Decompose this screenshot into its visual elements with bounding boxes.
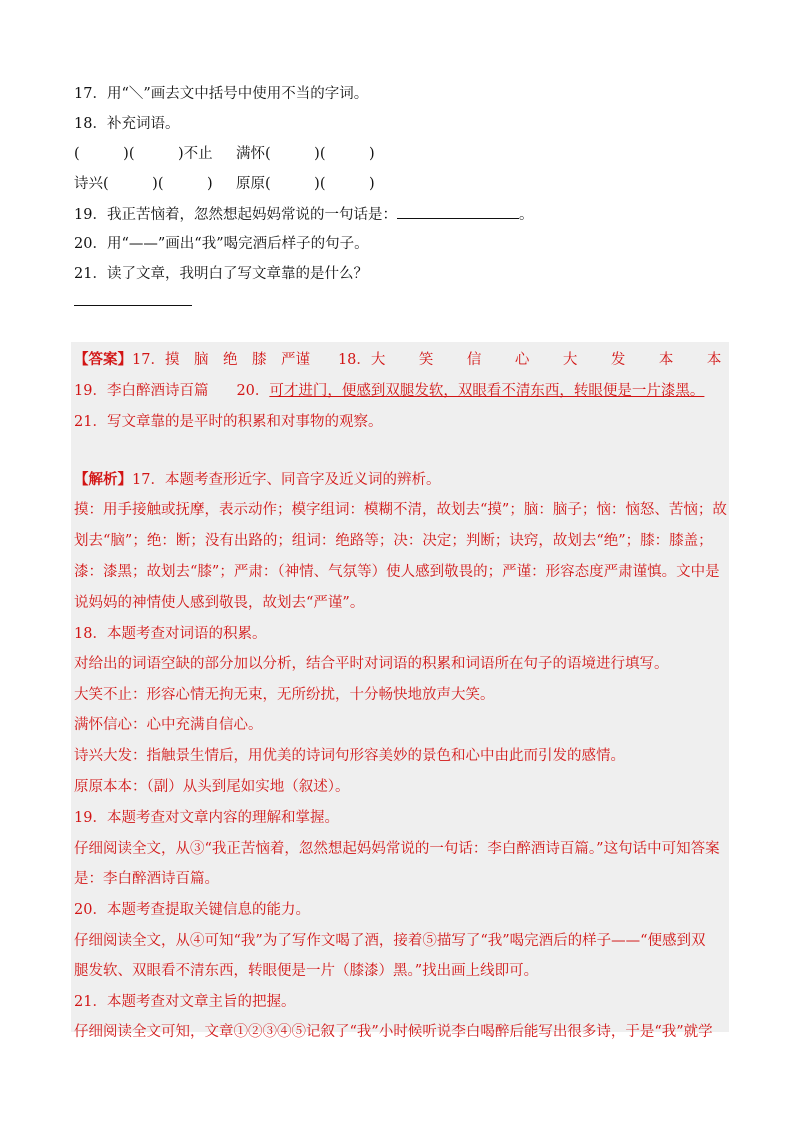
answer-18-prefix: 18． [337,352,371,368]
answer-18 [371,350,755,370]
analysis-line: 是：李白醉酒诗百篇。 [74,871,219,887]
answer-18-char: 大 [370,352,386,368]
answer-18-char: 发 [610,352,626,368]
answer-20-prefix: 20． [236,383,270,399]
analysis-line: 诗兴大发：指触景生情后，用优美的诗词句形容美妙的景色和心中由此而引发的感情。 [74,748,625,764]
answer-20: 可才进门，便感到双腿发软，双眼看不清东西，转眼便是一片漆黑。 [269,383,705,399]
answer-18-char: 大 [562,352,578,368]
question-19 [74,204,533,225]
analysis-line: 对给出的词语空缺的部分加以分析，结合平时对词语的积累和词语所在句子的语境进行填写。 [74,656,669,672]
analysis-label: 【解析】 [74,471,132,488]
q18-blank-3: 诗兴( )( ) [74,176,213,192]
question-20: 20．用“——”画出“我”喝完酒后样子的句子。 [74,236,369,252]
answer-18-char: 本 [706,352,722,368]
analysis-line: 漆：漆黑；故划去“膝”；严肃：（神情、气氛等）使人感到敬畏的；严谨：形容态度严肃谨慎。文中是 [74,564,720,580]
analysis-line: 19．本题考查对文章内容的理解和掌握。 [74,810,339,826]
answer-19: 19．李白醉酒诗百篇 [74,383,209,399]
analysis-line: 20．本题考查提取关键信息的能力。 [74,902,310,918]
answer-18-char: 心 [514,352,530,368]
analysis-line: 满怀信心：心中充满自信心。 [74,717,263,733]
answer-18-char: 笑 [418,352,434,368]
answer-label: 【答案】 [74,351,132,368]
q18-blank-1: ( )( )不止 [74,146,213,162]
analysis-line: 腿发软、双眼看不清东西，转眼便是一片（膝漆）黑。”找出画上线即可。 [74,963,539,979]
analysis-line: 仔细阅读全文，从④可知“我”为了写作文喝了酒，接着⑤描写了“我”喝完酒后的样子——“便感到双 [74,933,706,949]
analysis-text: 17．本题考查形近字、同音字及近义词的辨析。 [132,472,441,488]
question-17: 17．用“＼”画去文中括号中使用不当的字词。 [74,86,369,102]
analysis-line: 21．本题考查对文章主旨的把握。 [74,994,296,1010]
question-18: 18．补充词语。 [74,116,180,132]
analysis-line: 仔细阅读全文，从③“我正苦恼着，忽然想起妈妈常说的一句话：李白醉酒诗百篇。”这句话中可知答案 [74,841,720,857]
answer-18-char: 本 [658,352,674,368]
analysis-line: 18．本题考查对词语的积累。 [74,626,267,642]
answer-17: 17．摸 脑 绝 膝 严谨 [132,352,310,368]
answer-line [74,305,192,306]
analysis-line-1 [74,470,440,490]
analysis-line: 说妈妈的神情使人感到敬畏，故划去“严谨”。 [74,595,365,611]
question-19-end: 。 [518,207,534,223]
analysis-line: 摸：用手接触或抚摩，表示动作；模字组词：模糊不清，故划去“摸”；脑：脑子；恼：恼怒、苦恼；故 [74,502,727,518]
question-21: 21．读了文章，我明白了写文章靠的是什么？ [74,266,368,282]
answer-row-2 [74,381,704,401]
q18-blank-2: 满怀( )( ) [236,146,375,162]
q18-blank-4: 原原( )( ) [236,176,375,192]
question-19-text: 19．我正苦恼着，忽然想起妈妈常说的一句话是： [74,207,397,223]
analysis-line: 仔细阅读全文可知，文章①②③④⑤记叙了“我”小时候听说李白喝醉后能写出很多诗，于是“我”就学 [74,1024,713,1040]
answer-18-char: 信 [466,352,482,368]
analysis-line: 划去“脑”；绝：断；没有出路的；组词：绝路等；决：决定；判断；诀窍，故划去“绝”；膝：膝盖； [74,533,713,549]
analysis-line: 原原本本：（副）从头到尾如实地（叙述）。 [74,779,350,795]
answer-blank [397,204,519,219]
answer-21: 21．写文章靠的是平时的积累和对事物的观察。 [74,414,383,430]
analysis-line: 大笑不止：形容心情无拘无束，无所纷扰，十分畅快地放声大笑。 [74,687,495,703]
answer-row-1 [74,350,755,370]
